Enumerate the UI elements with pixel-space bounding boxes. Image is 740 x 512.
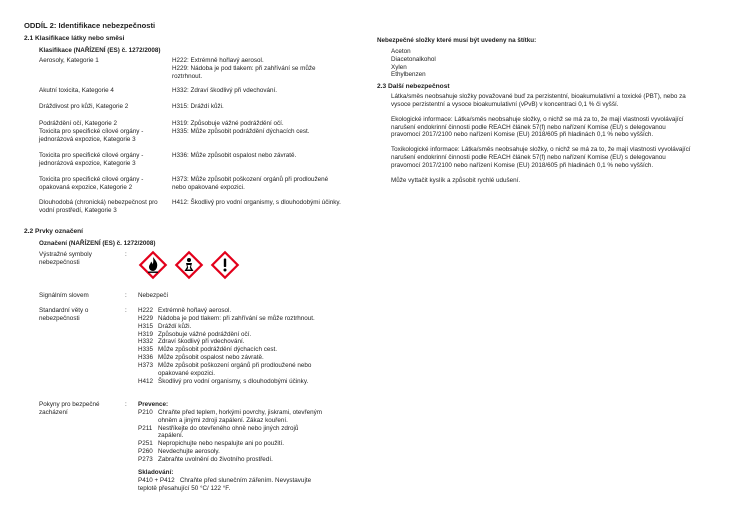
components-list — [377, 48, 697, 79]
precaution-statement: P211 Nestříkejte do otevřeného ohně nebo jiných zdrojů zapálení. — [138, 424, 299, 440]
other-hazards — [391, 93, 696, 185]
precaution-statement: P210 Chraňte před teplem, horkými povrchy, jiskrami, otevřeným ohněm a jinými zdroji zapálení. Zákaz kouření. — [138, 408, 323, 424]
hazard-statement: H229 Nádoba je pod tlakem: při zahřívání se může roztrhnout. — [138, 314, 315, 322]
class-category: Aerosoly, Kategorie 1 — [39, 57, 99, 64]
class-statement: H373: Může způsobit poškození orgánů při prodloužené nebo opakované expozici. — [172, 176, 329, 191]
paragraph-oxygen: Může vyttačit kyslík a způsobit rychlé udušení. — [391, 176, 521, 184]
paragraph-tox: Toxikologické informace: Látka/směs neobsahuje složky, o nichž se má za to, že mají vlastnosti vyvolávající narušení endokrinní činnosti podle REACH článek 57(f) nebo nařízení Komise (EU) s delegovanou pravomocí 2017/2100 nebo nařízení Komise (EU) 2018/605 při hladinách 0,1 % nebo vyšších. — [391, 146, 691, 170]
precaution-statement: P251 Nepropichujte nebo nespalujte ani po použití. — [138, 440, 285, 448]
component-item: Diacetonalkohol — [391, 55, 436, 63]
class-statement: H319: Způsobuje vážné podráždění očí. H335: Může způsobit podráždění dýchacích cest. — [172, 120, 310, 135]
pictograms-label: Výstražné symboly nebezpečnosti — [39, 251, 92, 266]
component-item: Ethylbenzen — [391, 71, 426, 79]
class-category: Dráždivost pro kůži, Kategorie 2 — [39, 103, 129, 110]
s23-title: 2.3 Další nebezpečnost — [377, 83, 450, 90]
component-item: Aceton — [391, 47, 411, 55]
class-category: Dlouhodobá (chronická) nebezpečnost pro vodní prostředí, Kategorie 3 — [39, 199, 158, 214]
class-category: Podráždění očí, Kategorie 2 Toxicita pro specifické cílové orgány - jednorázová expozice, Kategorie 3 — [39, 120, 144, 143]
health-hazard-icon — [174, 250, 204, 280]
component-item: Xylen — [391, 63, 407, 71]
signal-label: Signálním slovem — [39, 292, 89, 299]
colon: : — [125, 251, 127, 258]
class-statement: H412: Škodlivý pro vodní organismy, s dlouhodobými účinky. — [172, 199, 341, 206]
hazard-statement: H319 Způsobuje vážné podráždění očí. — [138, 330, 252, 338]
section-title: ODDÍL 2: Identifikace nebezpečnosti — [24, 21, 156, 30]
label-components — [377, 37, 697, 79]
hazard-statement: H222 Extrémně hořlavý aerosol. — [138, 307, 232, 314]
hazard-statement: H412 Škodlivý pro vodní organismy, s dlouhodobými účinky. — [138, 377, 309, 385]
hazard-statement: H315 Dráždí kůži. — [138, 322, 192, 330]
class-category: Toxicita pro specifické cílové orgány - opakovaná expozice, Kategorie 2 — [39, 176, 144, 191]
exclamation-icon — [210, 250, 240, 280]
class-category: Akutní toxicita, Kategorie 4 — [39, 87, 114, 94]
colon: : — [125, 401, 127, 408]
s21-subtitle: Klasifikace (NAŘÍZENÍ (ES) č. 1272/2008) — [39, 47, 161, 54]
hazard-statement: H332 Zdraví škodlivý při vdechování. — [138, 338, 245, 346]
s22-subtitle: Označení (NAŘÍZENÍ (ES) č. 1272/2008) — [39, 240, 156, 247]
prevention-heading: Prevence: — [138, 401, 169, 408]
class-statement: H336: Může způsobit ospalost nebo závratě. — [172, 152, 297, 159]
hazard-statement: H336 Může způsobit ospalost nebo závratě. — [138, 354, 264, 362]
paragraph-pbt: Látka/směs neobsahuje složky považované buď za perzistentní, bioakumulativní a toxické (PBT), nebo za vysoce perzistentní a vysoce bioakumulativní (vPvB) v koncentraci 0,1 % či vyšší. — [391, 93, 686, 108]
precaution-statement: P260 Nevdechujte aerosoly. — [138, 448, 220, 456]
s22-title: 2.2 Prvky označení — [24, 228, 84, 235]
storage-heading: Skladování: — [138, 468, 174, 476]
paragraph-eco: Ekologické informace: Látka/směs neobsahuje složky, o nichž se má za to, že mají vlastnosti vyvolávající narušení endokrinní činnosti podle REACH článek 57(f) nebo nařízení Komise (EU) s delegovanou pravomocí 2017/2100 nebo nařízení Komise (EU) 2018/605 při hladinách 0,1 % nebo vyšších. — [391, 115, 684, 139]
s21-title: 2.1 Klasifikace látky nebo směsi — [24, 35, 125, 42]
pictograms — [138, 250, 338, 283]
class-statement: H315: Dráždí kůži. — [172, 103, 224, 110]
flame-pictogram-icon — [138, 250, 168, 280]
class-statement: H332: Zdraví škodlivý při vdechování. — [172, 87, 277, 94]
hazard-statement: H335 Může způsobit podráždění dýchacích cest. — [138, 346, 278, 354]
components-heading: Nebezpečné složky které musí být uvedeny na štítku: — [377, 37, 537, 44]
precaution-label: Pokyny pro bezpečné zacházení — [39, 401, 100, 416]
hazard-statement: H373 Může způsobit poškození orgánů při prodloužené nebo opakované expozici. — [138, 362, 312, 377]
storage-statement: P410 + P412 Chraňte před slunečním zářením. Nevystavujte teplotě přesahující 50 °C/ 122 °F. — [138, 476, 312, 492]
precaution-statement: P273 Zabraňte uvolnění do životního prostředí. — [138, 456, 273, 464]
hazard-label: Standardní věty o nebezpečnosti — [39, 307, 89, 322]
precaution-statements — [138, 401, 323, 492]
hazard-statements — [138, 307, 323, 386]
colon: : — [125, 292, 127, 299]
class-category: Toxicita pro specifické cílové orgány - jednorázová expozice, Kategorie 3 — [39, 152, 144, 167]
signal-value: Nebezpečí — [138, 292, 169, 299]
class-statement: H222: Extrémně hořlavý aerosol. H229: Nádoba je pod tlakem: při zahřívání se může roztrhnout. — [172, 57, 316, 80]
colon: : — [125, 307, 127, 314]
